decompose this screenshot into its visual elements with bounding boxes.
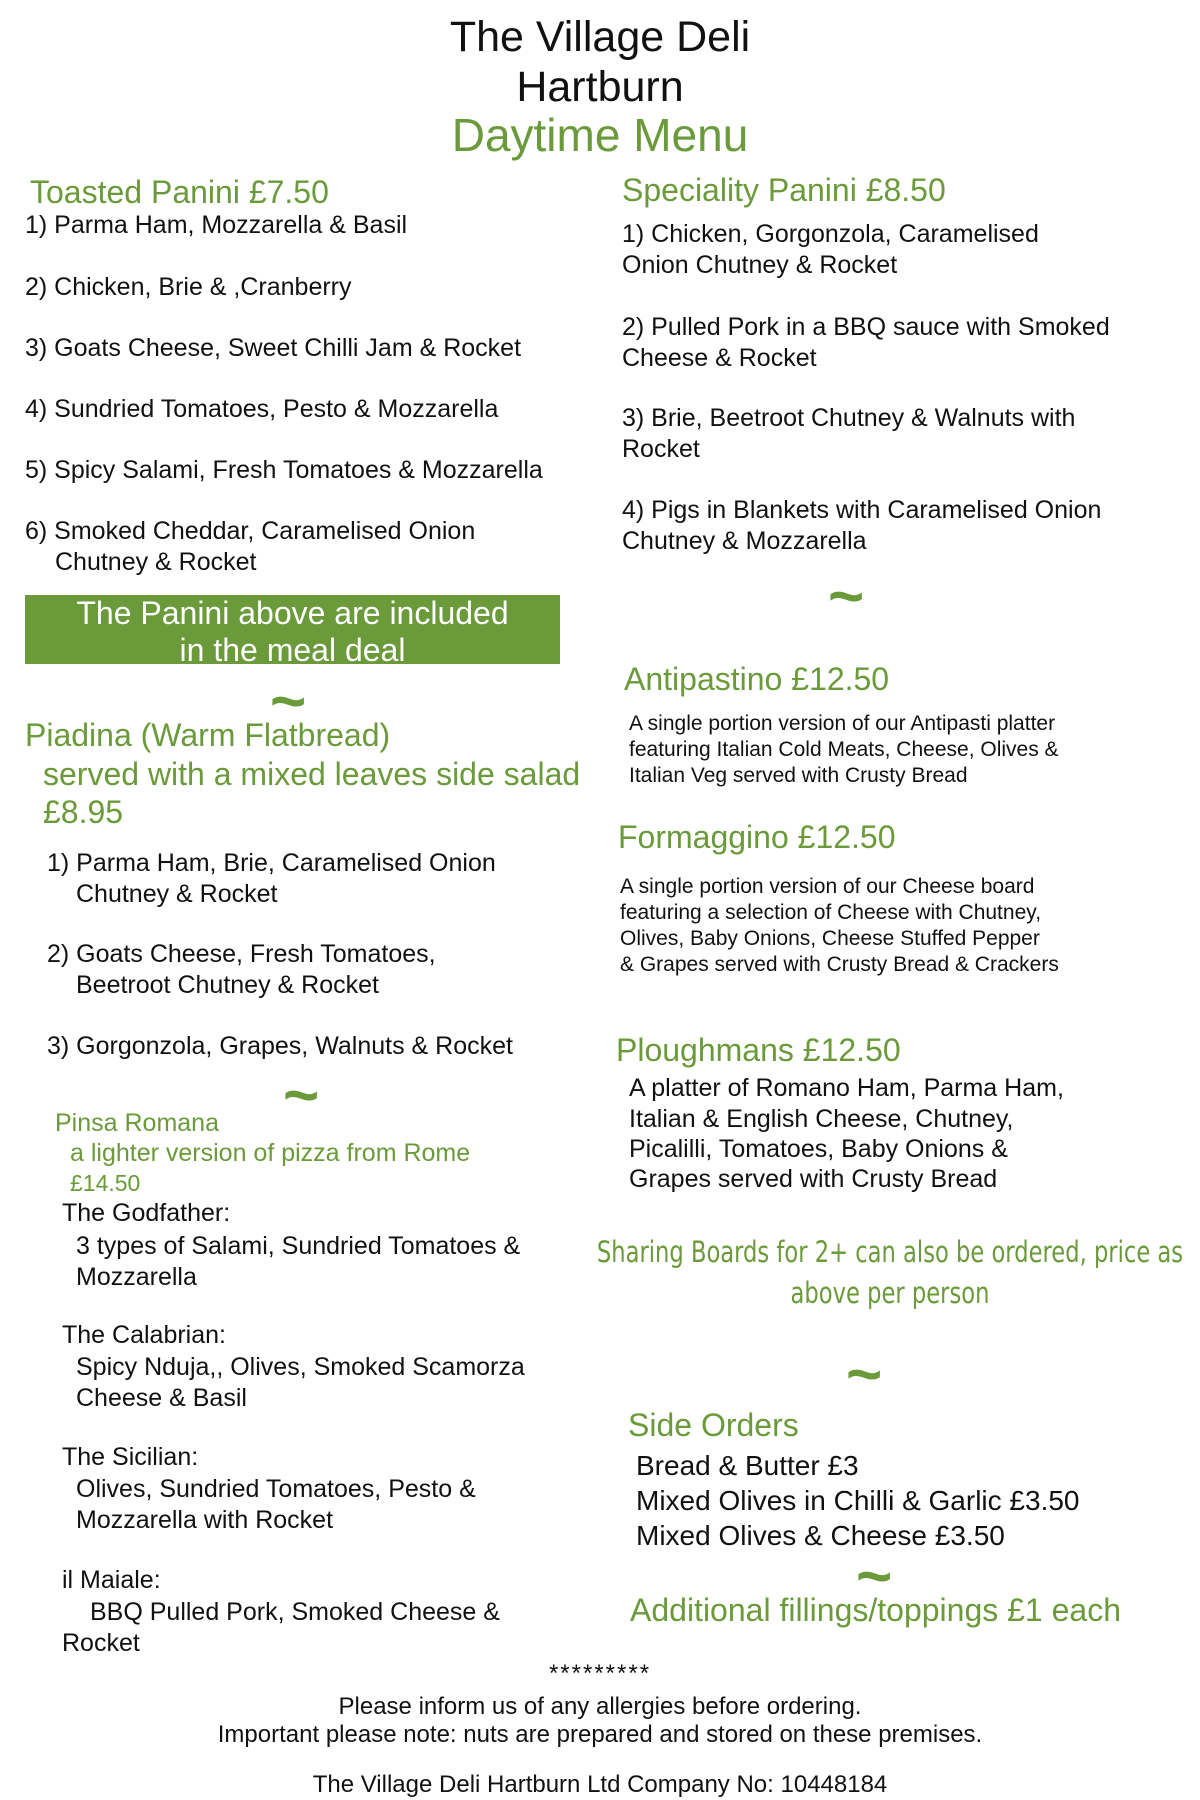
toasted-panini-item: 4) Sundried Tomatoes, Pesto & Mozzarella	[25, 395, 499, 423]
side-order-item: Mixed Olives & Cheese £3.50	[636, 1520, 1005, 1551]
piadina-item-cont: Beetroot Chutney & Rocket	[76, 971, 379, 999]
antipastino-desc: A single portion version of our Antipasti platter	[629, 712, 1056, 735]
speciality-item: 1) Chicken, Gorgonzola, Caramelised	[622, 220, 1039, 248]
formaggino-desc: featuring a selection of Cheese with Chutney,	[620, 901, 1042, 924]
pinsa-price: £14.50	[70, 1170, 141, 1196]
piadina-item: 2) Goats Cheese, Fresh Tomatoes,	[47, 940, 436, 968]
sharing-line: Sharing Boards for 2+ can also be ordered, price as	[596, 1235, 1184, 1269]
meal-deal-banner	[25, 595, 560, 668]
antipastino-title: Antipastino £12.50	[624, 661, 890, 697]
tilde-divider: ~	[283, 1061, 320, 1130]
speciality-item-cont: Onion Chutney & Rocket	[622, 251, 898, 279]
pizza-desc: Mozzarella	[76, 1263, 197, 1291]
ploughmans-desc: Grapes served with Crusty Bread	[629, 1165, 998, 1193]
pizza-desc: 3 types of Salami, Sundried Tomatoes &	[76, 1232, 521, 1260]
tilde-divider: ~	[270, 667, 307, 736]
speciality-item: 3) Brie, Beetroot Chutney & Walnuts with	[622, 404, 1076, 432]
pinsa-title: Pinsa Romana	[55, 1109, 219, 1137]
side-order-item: Bread & Butter £3	[636, 1450, 859, 1481]
ploughmans-desc: A platter of Romano Ham, Parma Ham,	[629, 1074, 1064, 1102]
formaggino-desc: Olives, Baby Onions, Cheese Stuffed Pepper	[620, 927, 1040, 950]
tilde-divider: ~	[846, 1340, 883, 1409]
menu-title: Daytime Menu	[451, 109, 749, 161]
pizza-name: The Calabrian:	[62, 1321, 226, 1349]
speciality-panini-title: Speciality Panini £8.50	[622, 172, 946, 208]
tilde-divider: ~	[828, 562, 865, 631]
piadina-title: Piadina (Warm Flatbread)	[25, 717, 391, 753]
meal-deal-line: in the meal deal	[179, 632, 406, 668]
piadina-price: £8.95	[43, 794, 124, 830]
tilde-divider: ~	[856, 1542, 893, 1611]
formaggino-desc: A single portion version of our Cheese board	[620, 875, 1035, 898]
nuts-notice: Important please note: nuts are prepared and stored on these premises.	[217, 1721, 983, 1748]
toasted-panini-item: 1) Parma Ham, Mozzarella & Basil	[25, 211, 408, 239]
speciality-item-cont: Chutney & Mozzarella	[622, 527, 867, 555]
meal-deal-line: The Panini above are included	[76, 595, 509, 631]
formaggino-title: Formaggino £12.50	[618, 819, 896, 855]
pizza-name: The Sicilian:	[62, 1443, 199, 1471]
footer-stars: *********	[548, 1660, 652, 1687]
pizza-desc: Rocket	[62, 1629, 140, 1657]
piadina-item-cont: Chutney & Rocket	[76, 880, 278, 908]
pizza-desc: Mozzarella with Rocket	[76, 1506, 334, 1534]
deli-name: The Village Deli	[449, 13, 751, 61]
piadina-item: 3) Gorgonzola, Grapes, Walnuts & Rocket	[47, 1032, 513, 1060]
speciality-item: 4) Pigs in Blankets with Caramelised Onion	[622, 496, 1102, 524]
toasted-panini-item: 6) Smoked Cheddar, Caramelised Onion	[25, 517, 476, 545]
toasted-panini-item-cont: Chutney & Rocket	[55, 548, 257, 576]
ploughmans-desc: Picalilli, Tomatoes, Baby Onions &	[629, 1135, 1008, 1163]
sharing-boards-note	[586, 1232, 1194, 1314]
side-orders-title: Side Orders	[628, 1407, 799, 1443]
additional-fillings: Additional fillings/toppings £1 each	[630, 1592, 1121, 1628]
speciality-item-cont: Rocket	[622, 435, 700, 463]
pizza-desc: BBQ Pulled Pork, Smoked Cheese &	[90, 1598, 500, 1626]
toasted-panini-item: 2) Chicken, Brie & ,Cranberry	[25, 273, 352, 301]
antipastino-desc: Italian Veg served with Crusty Bread	[629, 764, 968, 787]
deli-location: Hartburn	[516, 63, 684, 111]
piadina-item: 1) Parma Ham, Brie, Caramelised Onion	[47, 849, 496, 877]
antipastino-desc: featuring Italian Cold Meats, Cheese, Olives &	[629, 738, 1059, 761]
formaggino-desc: & Grapes served with Crusty Bread & Crackers	[620, 953, 1059, 976]
ploughmans-desc: Italian & English Cheese, Chutney,	[629, 1105, 1014, 1133]
pinsa-subtitle: a lighter version of pizza from Rome	[70, 1139, 471, 1167]
toasted-panini-item: 3) Goats Cheese, Sweet Chilli Jam & Rocket	[25, 334, 522, 362]
speciality-item: 2) Pulled Pork in a BBQ sauce with Smoked	[622, 313, 1110, 341]
piadina-subtitle: served with a mixed leaves side salad	[43, 756, 581, 792]
ploughmans-title: Ploughmans £12.50	[616, 1032, 901, 1068]
pizza-name: il Maiale:	[62, 1566, 161, 1594]
toasted-panini-title: Toasted Panini £7.50	[30, 174, 329, 210]
pizza-desc: Cheese & Basil	[76, 1384, 247, 1412]
pizza-name: The Godfather:	[62, 1199, 231, 1227]
company-info: The Village Deli Hartburn Ltd Company No: 10448184	[312, 1771, 888, 1798]
pizza-desc: Spicy Nduja,, Olives, Smoked Scamorza	[76, 1353, 525, 1381]
speciality-item-cont: Cheese & Rocket	[622, 344, 817, 372]
toasted-panini-item: 5) Spicy Salami, Fresh Tomatoes & Mozzarella	[25, 456, 543, 484]
pizza-desc: Olives, Sundried Tomatoes, Pesto &	[76, 1475, 476, 1503]
sharing-line: above per person	[790, 1276, 990, 1310]
side-order-item: Mixed Olives in Chilli & Garlic £3.50	[636, 1485, 1080, 1516]
allergy-notice: Please inform us of any allergies before ordering.	[338, 1693, 862, 1720]
